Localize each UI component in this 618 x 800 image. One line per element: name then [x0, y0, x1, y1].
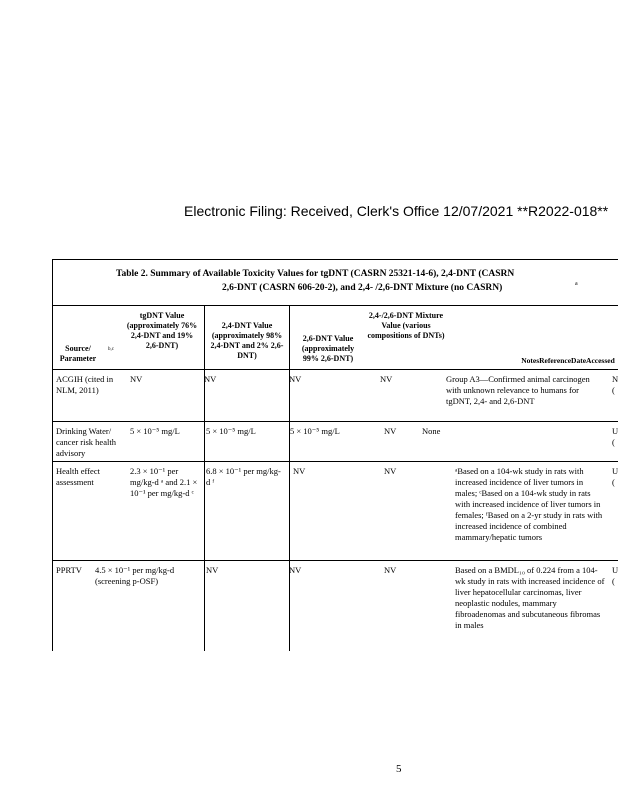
superscript-a: a [575, 281, 578, 287]
table-top-border [52, 259, 618, 260]
row1-26dnt: NV [289, 374, 302, 384]
row2-mixture: NV [384, 426, 397, 436]
row3-mixture: NV [384, 466, 397, 476]
col-divider-1 [204, 305, 205, 651]
header-divider [52, 369, 618, 370]
col-header-notes: NotesReferenceDateAccessed [521, 356, 615, 365]
row4-tgdnt: 4.5 × 10⁻¹ per mg/kg-d (screening p-OSF) [95, 565, 175, 586]
filing-header: Electronic Filing: Received, Clerk's Office 12/07/2021 **R2022-018** [184, 203, 609, 219]
row-divider-3 [52, 560, 618, 561]
superscript-bc: b,c [108, 347, 114, 352]
row3-26dnt: NV [293, 466, 306, 476]
row3-notes: ᵃBased on a 104-wk study in rats with increased incidence of liver tumors in males; ᶜBased on a 104-wk study in rats with increased incidence of liver tumors in females; ᶠBased on a 2-yr study in rats with increased incidence of combined mammary/hepatic tumors [455, 466, 603, 542]
row2-tgdnt: 5 × 10⁻⁵ mg/L [130, 426, 180, 436]
row3-tgdnt: 2.3 × 10⁻¹ per mg/kg-d ᵃ and 2.1 × 10⁻¹ per mg/kg-d ᶜ [130, 466, 198, 498]
row2-edge: U ( [612, 426, 618, 447]
row1-notes: Group A3—Confirmed animal carcinogen with unknown relevance to humans for tgDNT, 2,4- and 2,6-DNT [446, 374, 590, 406]
row1-tgdnt: NV [130, 374, 143, 384]
row-divider-1 [52, 421, 618, 422]
col-divider-2 [289, 305, 290, 651]
row4-notes: Based on a BMDL₁₀ of 0.224 from a 104-wk study in rats with increased incidence of liver hepatocellular carcinomas, liver neoplastic nodules, mammary fibroadenomas and subcutaneous fibromas in males [455, 565, 605, 630]
table-left-border [52, 259, 53, 651]
row4-source: PPRTV [56, 565, 82, 575]
row3-source: Health effect assessment [56, 466, 100, 487]
row3-24dnt: 6.8 × 10⁻¹ per mg/kg-d ᶠ [206, 466, 281, 487]
row4-edge: U ( [612, 565, 618, 586]
row2-extra: None [422, 426, 441, 436]
title-divider [52, 305, 618, 306]
col-header-tgdnt: tgDNT Value (approximately 76% 2,4-DNT and 19% 2,6-DNT) [126, 311, 198, 350]
page-number: 5 [396, 763, 402, 775]
row1-source: ACGIH (cited in NLM, 2011) [56, 374, 114, 395]
row1-mixture: NV [380, 374, 393, 384]
col-header-source: Source/ Parameter [59, 344, 97, 363]
row2-24dnt: 5 × 10⁻⁵ mg/L [206, 426, 256, 436]
row4-mixture: NV [384, 565, 397, 575]
row2-source: Drinking Water/ cancer risk health advisory [56, 426, 116, 458]
row3-edge: U ( [612, 466, 618, 487]
col-header-26dnt: 2,6-DNT Value (approximately 99% 2,6-DNT) [301, 334, 355, 363]
col-header-mixture: 2,4-/2,6-DNT Mixture Value (various compositions of DNTs) [367, 311, 445, 340]
row4-26dnt: NV [289, 565, 302, 575]
row1-edge: N ( [612, 374, 618, 395]
row4-24dnt: NV [206, 565, 219, 575]
row1-24dnt: NV [204, 374, 217, 384]
col-header-24dnt: 2,4-DNT Value (approximately 98% 2,4-DNT and 2% 2,6-DNT) [210, 321, 284, 360]
table-title-line1: Table 2. Summary of Available Toxicity Values for tgDNT (CASRN 25321-14-6), 2,4-DNT (CASRN [116, 269, 515, 279]
row-divider-2 [52, 461, 618, 462]
row2-26dnt: 5 × 10⁻⁵ mg/L [290, 426, 340, 436]
table-title-line2: 2,6-DNT (CASRN 606-20-2), and 2,4- /2,6-DNT Mixture (no CASRN) [222, 283, 503, 293]
